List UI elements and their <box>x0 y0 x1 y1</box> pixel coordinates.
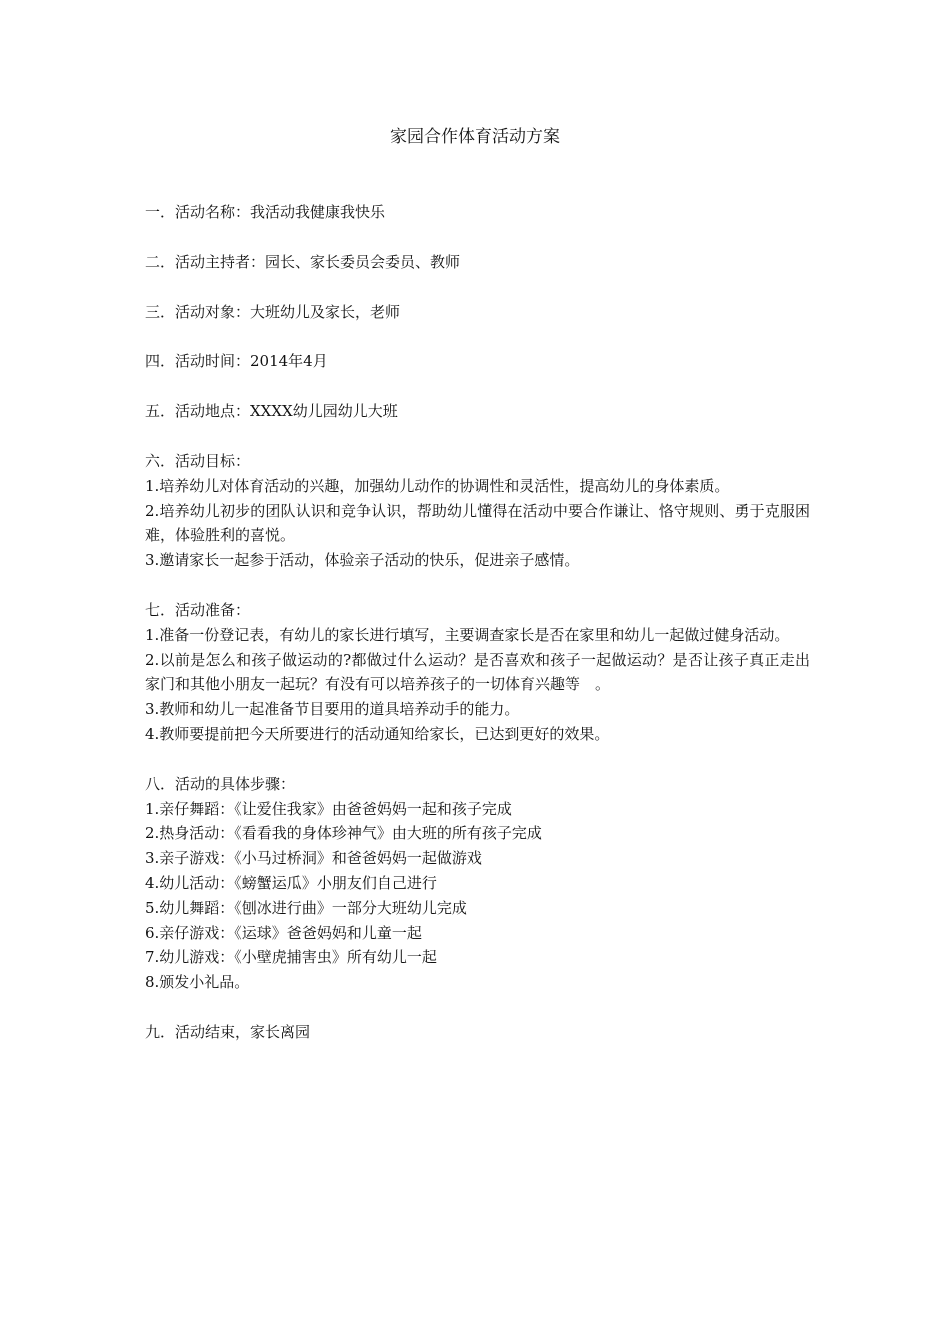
step-line: 4.幼儿活动：《螃蟹运瓜》小朋友们自己进行 <box>145 873 437 892</box>
section-goals <box>145 449 810 573</box>
section-steps <box>145 772 810 995</box>
item-activity-name: 一．活动名称：我活动我健康我快乐 <box>145 203 386 221</box>
document-title: 家园合作体育活动方案 <box>390 127 560 147</box>
goal-line: 3.邀请家长一起参于活动，体验亲子活动的快乐，促进亲子感情。 <box>145 551 580 570</box>
preparation-line: 1.准备一份登记表，有幼儿的家长进行填写，主要调查家长是否在家里和幼儿一起做过健身活动。 <box>145 625 790 644</box>
step-line: 2.热身活动：《看看我的身体珍神气》由大班的所有孩子完成 <box>145 824 542 843</box>
step-line: 1.亲仔舞蹈：《让爱住我家》由爸爸妈妈一起和孩子完成 <box>145 799 512 818</box>
section-activity-name <box>145 200 810 225</box>
steps-heading: 八．活动的具体步骤： <box>145 774 296 793</box>
preparation-heading: 七．活动准备： <box>145 600 251 619</box>
preparation-line: 2.以前是怎么和孩子做运动的?都做过什么运动？是否喜欢和孩子一起做运动？是否让孩子真正走出家门和其他小朋友一起玩？有没有可以培养孩子的一切体育兴趣等 。 <box>145 650 810 694</box>
step-line: 3.亲子游戏：《小马过桥洞》和爸爸妈妈一起做游戏 <box>145 849 482 868</box>
item-ending: 九．活动结束，家长离园 <box>145 1022 311 1041</box>
section-time <box>145 349 810 374</box>
preparation-line: 3.教师和幼儿一起准备节目要用的道具培养动手的能力。 <box>145 700 520 719</box>
section-location <box>145 399 810 424</box>
step-line: 8.颁发小礼品。 <box>145 973 250 992</box>
item-host: 二．活动主持者：园长、家长委员会委员、教师 <box>145 252 461 271</box>
section-ending <box>145 1020 810 1045</box>
item-participants: 三．活动对象：大班幼儿及家长，老师 <box>145 302 401 321</box>
section-preparation <box>145 598 810 747</box>
step-line: 5.幼儿舞蹈：《刨冰进行曲》一部分大班幼儿完成 <box>145 898 467 917</box>
section-host <box>145 250 810 275</box>
goals-heading: 六．活动目标： <box>145 451 251 470</box>
item-location: 五．活动地点：XXXX幼儿园幼儿大班 <box>145 402 398 421</box>
item-time: 四．活动时间：2014年4月 <box>145 352 328 371</box>
step-line: 7.幼儿游戏：《小壁虎捕害虫》所有幼儿一起 <box>145 948 437 967</box>
step-line: 6.亲仔游戏：《运球》爸爸妈妈和儿童一起 <box>145 923 422 942</box>
goal-line: 1.培养幼儿对体育活动的兴趣，加强幼儿动作的协调性和灵活性，提高幼儿的身体素质。 <box>145 476 730 495</box>
section-participants <box>145 300 810 325</box>
document-body <box>145 200 810 1070</box>
preparation-line: 4.教师要提前把今天所要进行的活动通知给家长，已达到更好的效果。 <box>145 724 610 743</box>
goal-line: 2.培养幼儿初步的团队认识和竞争认识，帮助幼儿懂得在活动中要合作谦让、恪守规则、勇于克服困难，体验胜利的喜悦。 <box>145 501 810 545</box>
